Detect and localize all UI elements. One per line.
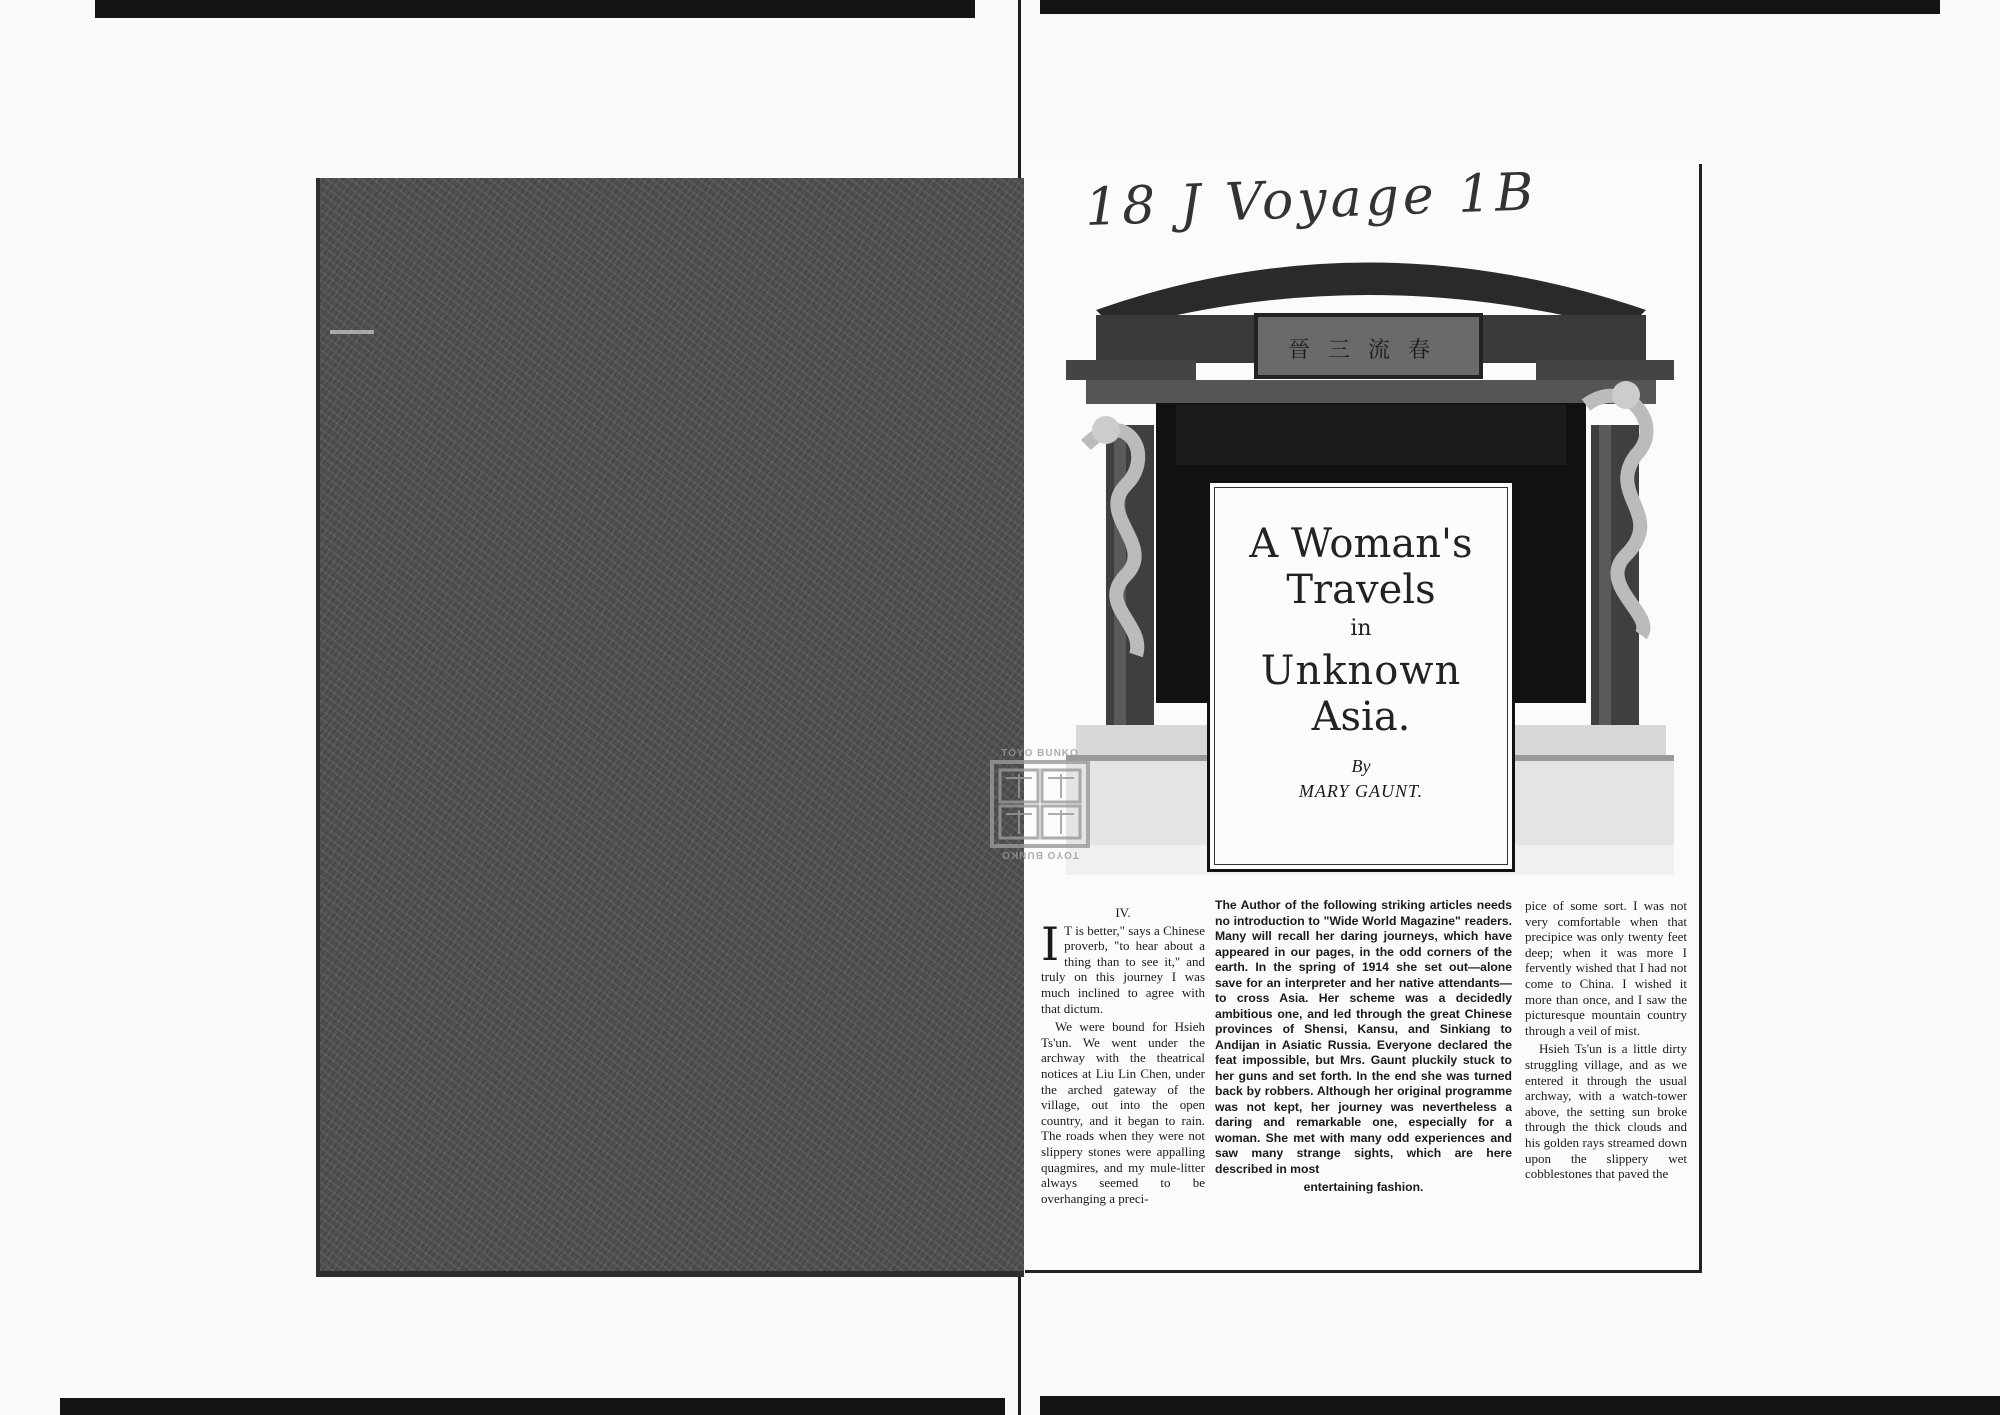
byline-by: By xyxy=(1351,756,1371,777)
title-line-2: Travels xyxy=(1286,567,1436,613)
title-box xyxy=(1207,480,1515,872)
editor-intro-end: entertaining fashion. xyxy=(1303,1180,1424,1194)
scan-bar-bottom-left xyxy=(60,1398,1005,1415)
svg-text:晉三流春: 晉三流春 xyxy=(1287,338,1449,363)
title-line-4: Unknown xyxy=(1260,648,1462,695)
chapter-numeral: IV. xyxy=(1115,905,1131,920)
cover-board xyxy=(316,178,1024,1277)
stamp-seal xyxy=(980,748,1100,860)
scan-bar-bottom-right xyxy=(1040,1396,2000,1415)
stamp-top-text: TOYO BUNKO xyxy=(1001,748,1079,759)
column3-paragraph-2: Hsieh Ts'un is a little dirty struggling village, and as we entered it through the usual archway, with a watch-tower above, the setting sun broke through the thick clouds and his golden rays streamed down upon the slippery wet cobblestones that paved the xyxy=(1525,1041,1687,1182)
scan-bar-top-right xyxy=(1040,0,1940,14)
column1-paragraph-1 xyxy=(1041,916,1205,1017)
title-line-5: Asia. xyxy=(1311,694,1411,741)
drop-cap: I xyxy=(1041,916,1060,971)
article-column-1 xyxy=(1041,905,1205,1209)
stamp-bottom-text: TOYO BUNKO xyxy=(1001,849,1079,860)
scan-bar-top-left xyxy=(95,0,975,18)
library-stamp xyxy=(980,748,1100,860)
column3-paragraph-1: pice of some sort. I was not very comfortable when that precipice was only twenty feet deep; when it was more I fervently wished that I had not come to China. I wished it more than once, and I saw the picturesque mountain country through a veil of mist. xyxy=(1525,898,1687,1038)
editor-intro-text: The Author of the following striking articles needs no introduction to "Wide World Magazine" readers. Many will recall her daring journeys, which have appeared in our pages, in the odd corners of the earth. In the spring of 1914 she set out—alone save for an interpreter and her native attendants—to cross Asia. Her scheme was a decidedly ambitious one, and led through the great Chinese provinces of Shensi, Kansu, and Sinkiang to Andijan in Asiatic Russia. Everyone declared the feat impossible, but Mrs. Gaunt pluckily stuck to her guns and set forth. In the end she was turned back by robbers. Although her original programme was not kept, her journey was nevertheless a daring and remarkable one, especially for a woman. She met with many odd experiences and saw many strange sights, which are here described in most xyxy=(1215,898,1512,1176)
editor-intro-column xyxy=(1215,898,1512,1196)
column1-paragraph-2: We were bound for Hsieh Ts'un. We went under the archway with the theatrical notices at Liu Lin Chen, under the arched gateway of the village, out into the open country, and it began to rain. The roads when they were not slippery stones were appalling quagmires, and my mule-litter always seemed to be overhanging a preci- xyxy=(1041,1019,1205,1206)
article-column-3 xyxy=(1525,898,1687,1185)
byline-author: MARY GAUNT. xyxy=(1298,781,1424,802)
title-line-1: A Woman's xyxy=(1249,521,1473,567)
cover-mark xyxy=(330,330,374,334)
column1-para1-text: T is better," says a Chinese proverb, "to hear about a thing than to see it," and truly on this journey I was much inclined to agree with that dictum. xyxy=(1041,922,1205,1016)
handwritten-note: 18 J Voyage 1B xyxy=(1084,162,1539,239)
title-line-3: in xyxy=(1350,616,1372,641)
